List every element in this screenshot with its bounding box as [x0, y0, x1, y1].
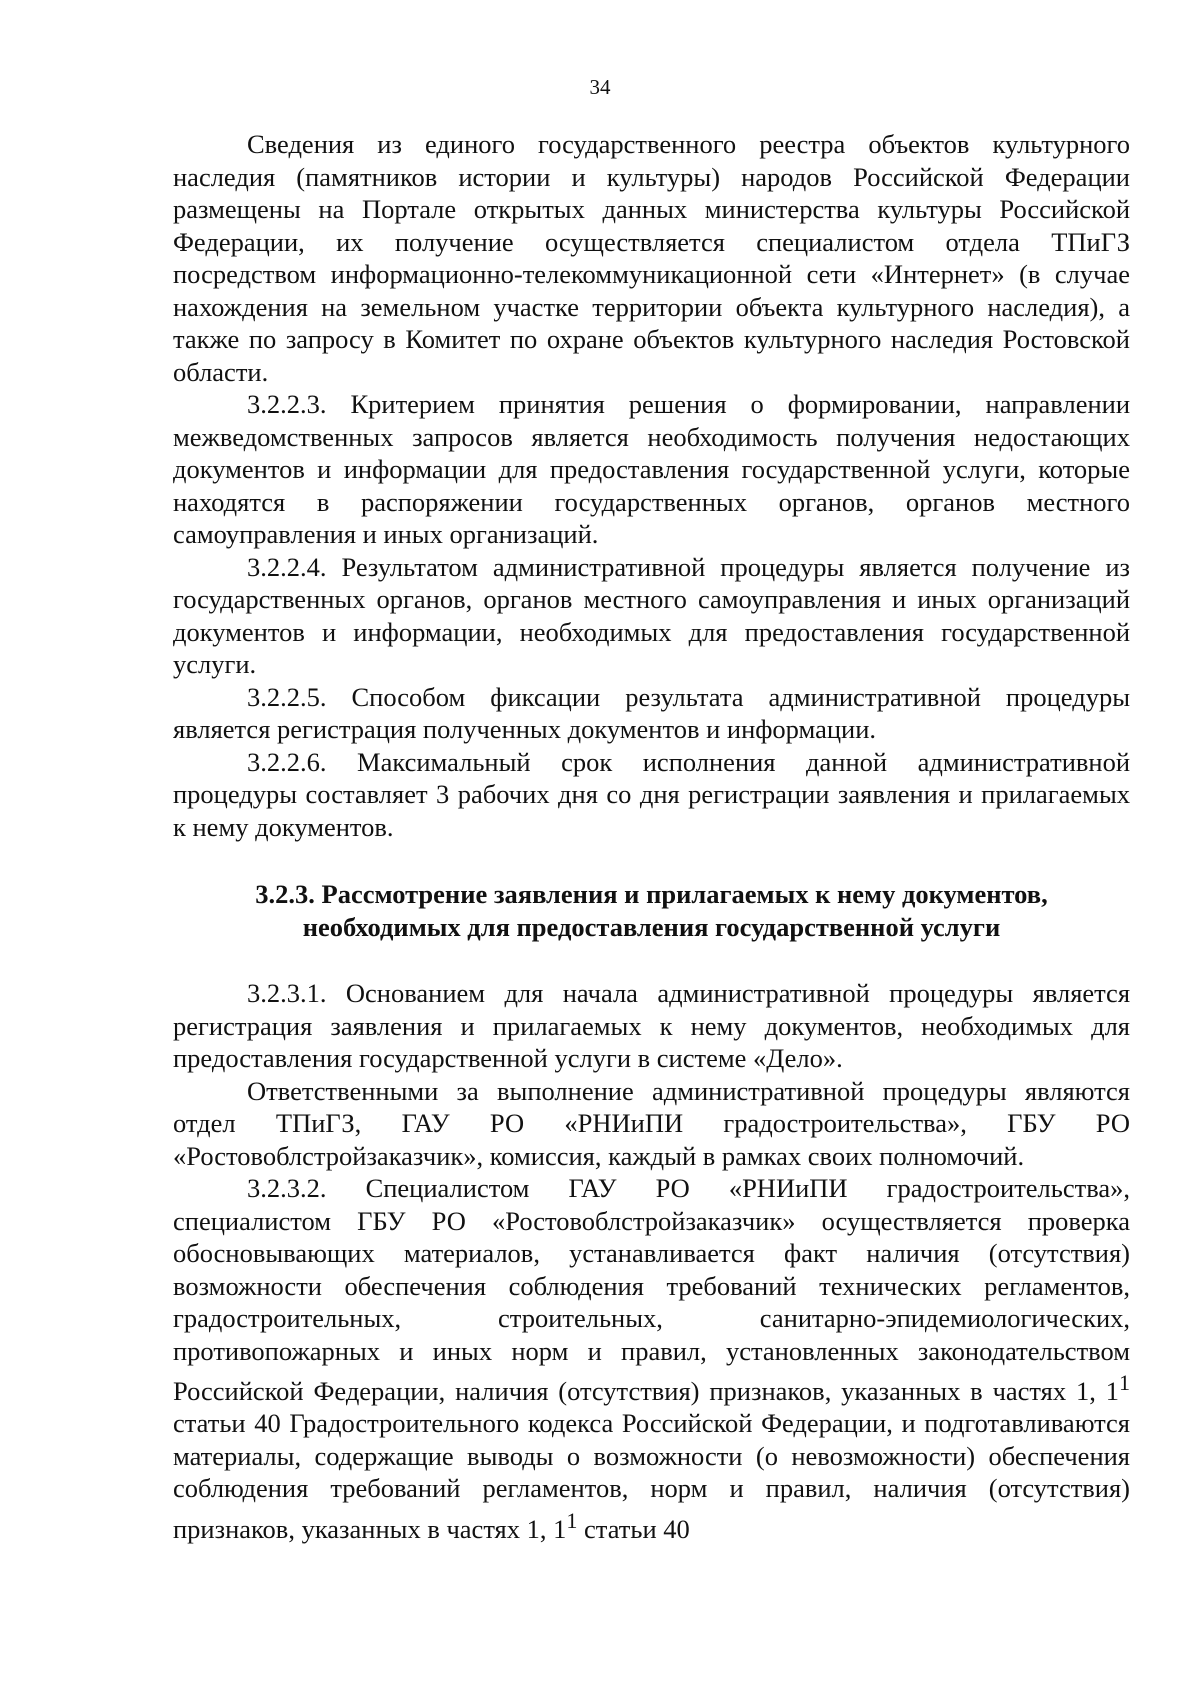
paragraph-3-2-3-1 — [173, 977, 1130, 1075]
paragraph-text: Способом фиксации результата административной процедуры является регистрация полученных документов и информации. — [173, 681, 1130, 744]
section-heading — [173, 878, 1130, 944]
section-heading-line-1: 3.2.3. Рассмотрение заявления и прилагаемых к нему документов, — [255, 879, 1048, 909]
paragraph-number: 3.2.3.2. — [247, 1173, 327, 1203]
paragraph-number: 3.2.2.6. — [247, 746, 327, 777]
section-heading-line-2: необходимых для предоставления государственной услуги — [302, 912, 1001, 942]
paragraph-text: Критерием принятия решения о формировании, направлении межведомственных запросов является необходимость получения недостающих документов и информации для предоставления государственной услуги, которые находятся в распоряжении государственных органов, органов местного самоуправления и иных организаций. — [173, 389, 1130, 549]
page-number: 34 — [589, 75, 611, 99]
superscript: 1 — [1118, 1370, 1130, 1395]
paragraph-number: 3.2.3.1. — [247, 978, 327, 1008]
paragraph-text: Специалистом ГАУ РО «РНИиПИ градостроительства», специалистом ГБУ РО «Ростовоблстройзаказчик» осуществляется проверка обосновывающих материалов, устанавливается факт наличия (отсутствия) возможности обеспечения соблюдения требований технических регламентов, градостроительных, строительных, санитарно-эпидемиологических, противопожарных и иных норм и правил, установленных законодательством Российской Федерации, наличия (отсутствия) признаков, указанных в частях 1, 1 — [173, 1173, 1131, 1406]
text-block-before-heading — [173, 128, 1130, 843]
paragraph-responsible — [173, 1075, 1130, 1173]
paragraph-3-2-2-6 — [173, 746, 1130, 844]
text-block-after-heading — [173, 977, 1130, 1545]
superscript: 1 — [566, 1507, 578, 1533]
paragraph-text: статьи 40 Градостроительного кодекса Российской Федерации, и подготавливаются материалы, содержащие выводы о возможности (о невозможности) обеспечения соблюдения требований регламентов, норм и правил, наличия (отсутствия) признаков, указанных в частях 1, 1 — [173, 1408, 1130, 1544]
paragraph-3-2-2-4 — [173, 551, 1130, 681]
paragraph-text: Основанием для начала административной процедуры является регистрация заявления и прилагаемых к нему документов, необходимых для предоставления государственной услуги в системе «Дело». — [173, 978, 1131, 1073]
paragraph-number: 3.2.2.4. — [247, 551, 327, 582]
paragraph-text: статьи 40 — [577, 1513, 690, 1544]
paragraph-intro — [173, 128, 1130, 388]
paragraph-text: Ответственными за выполнение административной процедуры являются отдел ТПиГЗ, ГАУ РО «РНИиПИ градостроительства», ГБУ РО «Ростовоблстройзаказчик», комиссия, каждый в рамках своих полномочий. — [173, 1075, 1130, 1171]
paragraph-number: 3.2.2.5. — [247, 681, 327, 712]
paragraph-number: 3.2.2.3. — [247, 389, 327, 419]
paragraph-text: Сведения из единого государственного реестра объектов культурного наследия (памятников истории и культуры) народов Российской Федерации размещены на Портале открытых данных министерства культуры Российской Федерации, их получение осуществляется специалистом отдела ТПиГЗ посредством информационно-телекоммуникационной сети «Интернет» (в случае нахождения на земельном участке территории объекта культурного наследия), а также по запросу в Комитет по охране объектов культурного наследия Ростовской области. — [173, 129, 1130, 387]
paragraph-3-2-3-2 — [173, 1172, 1130, 1545]
paragraph-3-2-2-5 — [173, 681, 1130, 746]
paragraph-3-2-2-3 — [173, 388, 1130, 551]
paragraph-text: Результатом административной процедуры является получение из государственных органов, органов местного самоуправления и иных организаций документов и информации, необходимых для предоставления государственной услуги. — [173, 551, 1130, 679]
paragraph-text: Максимальный срок исполнения данной административной процедуры составляет 3 рабочих дня со дня регистрации заявления и прилагаемых к нему документов. — [173, 746, 1131, 842]
